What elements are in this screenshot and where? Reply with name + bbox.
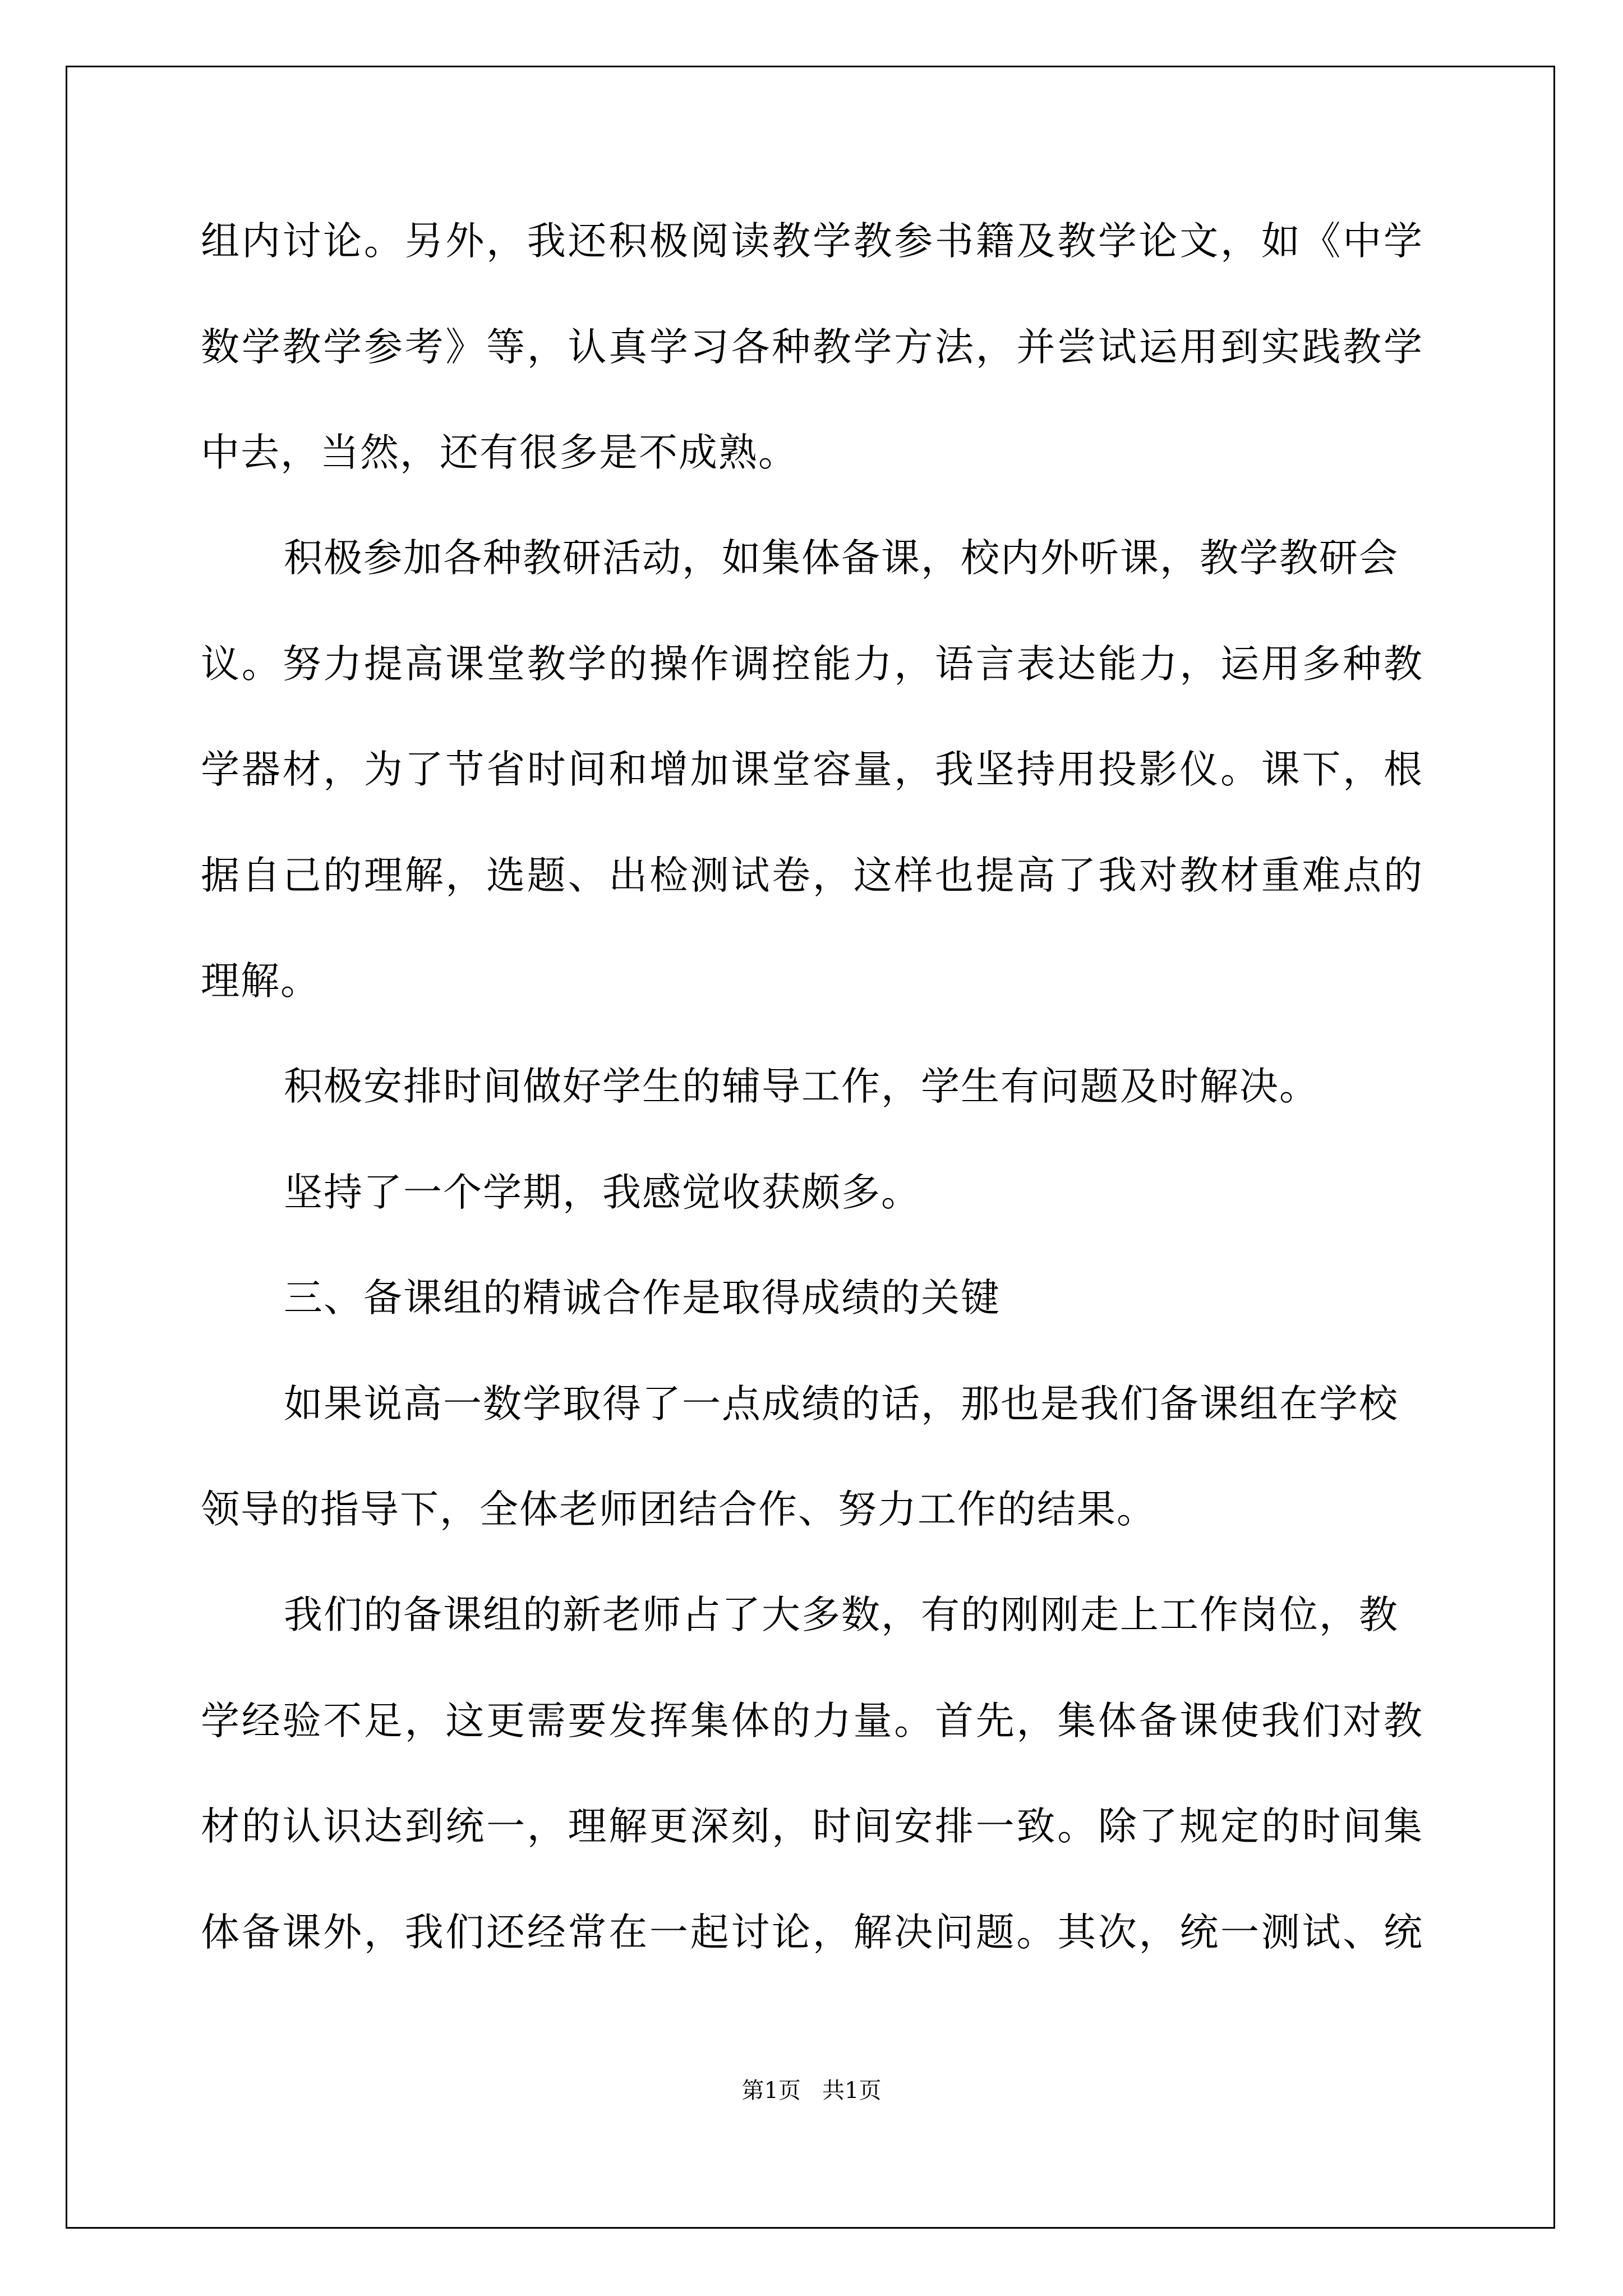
text-line: 如果说高一数学取得了一点成绩的话，那也是我们备课组在学校 xyxy=(284,1382,1399,1427)
text-line: 学器材，为了节省时间和增加课堂容量，我坚持用投影仪。课下，根 xyxy=(201,747,1423,792)
text-line: 我们的备课组的新老师占了大多数，有的刚刚走上工作岗位，教 xyxy=(284,1593,1399,1637)
text-line: 组内讨论。另外，我还积极阅读教学教参书籍及教学论文，如《中学 xyxy=(201,219,1423,264)
text-line: 学经验不足，这更需要发挥集体的力量。首先，集体备课使我们对教 xyxy=(201,1699,1423,1743)
text-line: 体备课外，我们还经常在一起讨论，解决问题。其次，统一测试、统 xyxy=(201,1910,1423,1955)
section-heading: 三、备课组的精诚合作是取得成绩的关键 xyxy=(284,1276,1000,1320)
text-line: 材的认识达到统一，理解更深刻，时间安排一致。除了规定的时间集 xyxy=(201,1804,1423,1849)
text-line: 理解。 xyxy=(201,959,320,1004)
text-line: 坚持了一个学期，我感觉收获颇多。 xyxy=(284,1170,921,1215)
page-footer: 第1页 共1页 xyxy=(741,2078,882,2104)
text-line: 领导的指导下，全体老师团结合作、努力工作的结果。 xyxy=(201,1487,1156,1532)
text-line: 中去，当然，还有很多是不成熟。 xyxy=(201,430,798,475)
text-line: 数学教学参考》等，认真学习各种教学方法，并尝试运用到实践教学 xyxy=(201,325,1423,370)
text-line: 积极参加各种教研活动，如集体备课，校内外听课，教学教研会 xyxy=(284,536,1399,581)
text-line: 积极安排时间做好学生的辅导工作，学生有问题及时解决。 xyxy=(284,1064,1319,1109)
text-line: 议。努力提高课堂教学的操作调控能力，语言表达能力，运用多种教 xyxy=(201,642,1423,687)
text-line: 据自己的理解，选题、出检测试卷，这样也提高了我对教材重难点的 xyxy=(201,853,1423,898)
